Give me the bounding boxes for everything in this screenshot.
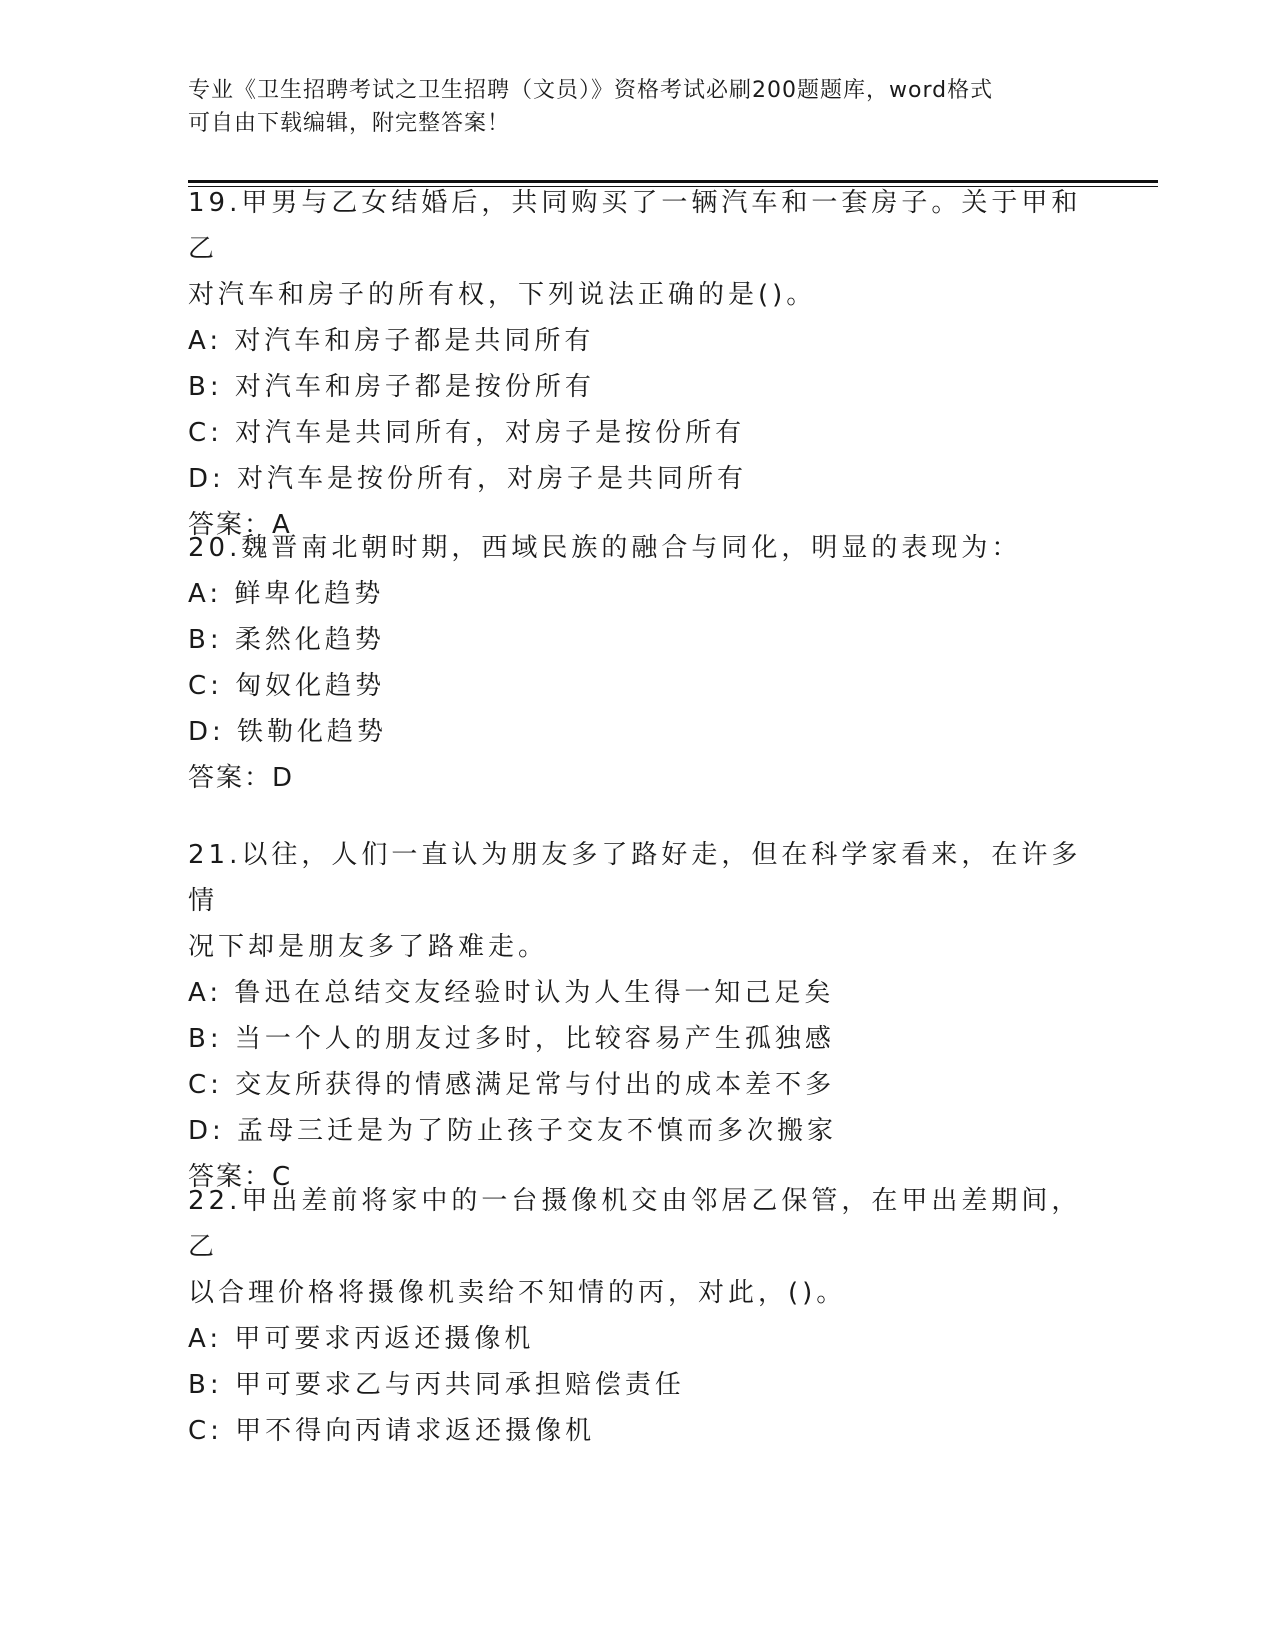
answer-value: D	[272, 763, 295, 793]
option-a: A: 对汽车和房子都是共同所有	[188, 326, 595, 356]
answer-value: A	[272, 510, 292, 540]
option-d: D: 孟母三迁是为了防止孩子交友不慎而多次搬家	[188, 1116, 838, 1146]
question-stem-line: 以合理价格将摄像机卖给不知情的丙，对此，()。	[188, 1278, 847, 1308]
option-c: C: 匈奴化趋势	[188, 671, 386, 701]
option-c: C: 甲不得向丙请求返还摄像机	[188, 1416, 596, 1446]
answer-line	[188, 755, 1088, 801]
answer-label: 答案：	[188, 1162, 273, 1192]
document-header	[188, 74, 1068, 140]
header-line-2: 可自由下载编辑，附完整答案！	[188, 111, 511, 136]
option-b: B: 当一个人的朋友过多时，比较容易产生孤独感	[188, 1024, 835, 1054]
question-21	[188, 832, 1088, 1200]
option-a: A: 鲁迅在总结交友经验时认为人生得一知己足矣	[188, 978, 835, 1008]
question-stem-line: 22.甲出差前将家中的一台摄像机交由邻居乙保管，在甲出差期间，乙	[188, 1186, 1082, 1262]
question-20	[188, 525, 1088, 801]
option-d: D: 对汽车是按份所有，对房子是共同所有	[188, 464, 748, 494]
question-stem-line: 20.魏晋南北朝时期，西域民族的融合与同化，明显的表现为：	[188, 533, 1022, 563]
question-19	[188, 180, 1088, 548]
option-a: A: 甲可要求丙返还摄像机	[188, 1324, 535, 1354]
question-stem-line: 21.以往，人们一直认为朋友多了路好走，但在科学家看来，在许多情	[188, 840, 1082, 916]
question-stem-line: 对汽车和房子的所有权，下列说法正确的是()。	[188, 280, 817, 310]
option-b: B: 柔然化趋势	[188, 625, 385, 655]
question-22	[188, 1178, 1088, 1454]
answer-label: 答案：	[188, 510, 273, 540]
option-b: B: 对汽车和房子都是按份所有	[188, 372, 595, 402]
option-b: B: 甲可要求乙与丙共同承担赔偿责任	[188, 1370, 685, 1400]
question-stem-line: 19.甲男与乙女结婚后，共同购买了一辆汽车和一套房子。关于甲和乙	[188, 188, 1082, 264]
question-stem-line: 况下却是朋友多了路难走。	[188, 932, 549, 962]
option-c: C: 对汽车是共同所有，对房子是按份所有	[188, 418, 746, 448]
header-line-1: 专业《卫生招聘考试之卫生招聘（文员）》资格考试必刷200题题库，word格式	[188, 78, 994, 103]
option-c: C: 交友所获得的情感满足常与付出的成本差不多	[188, 1070, 836, 1100]
answer-label: 答案：	[188, 763, 273, 793]
answer-value: C	[272, 1162, 293, 1192]
option-a: A: 鲜卑化趋势	[188, 579, 385, 609]
option-d: D: 铁勒化趋势	[188, 717, 388, 747]
